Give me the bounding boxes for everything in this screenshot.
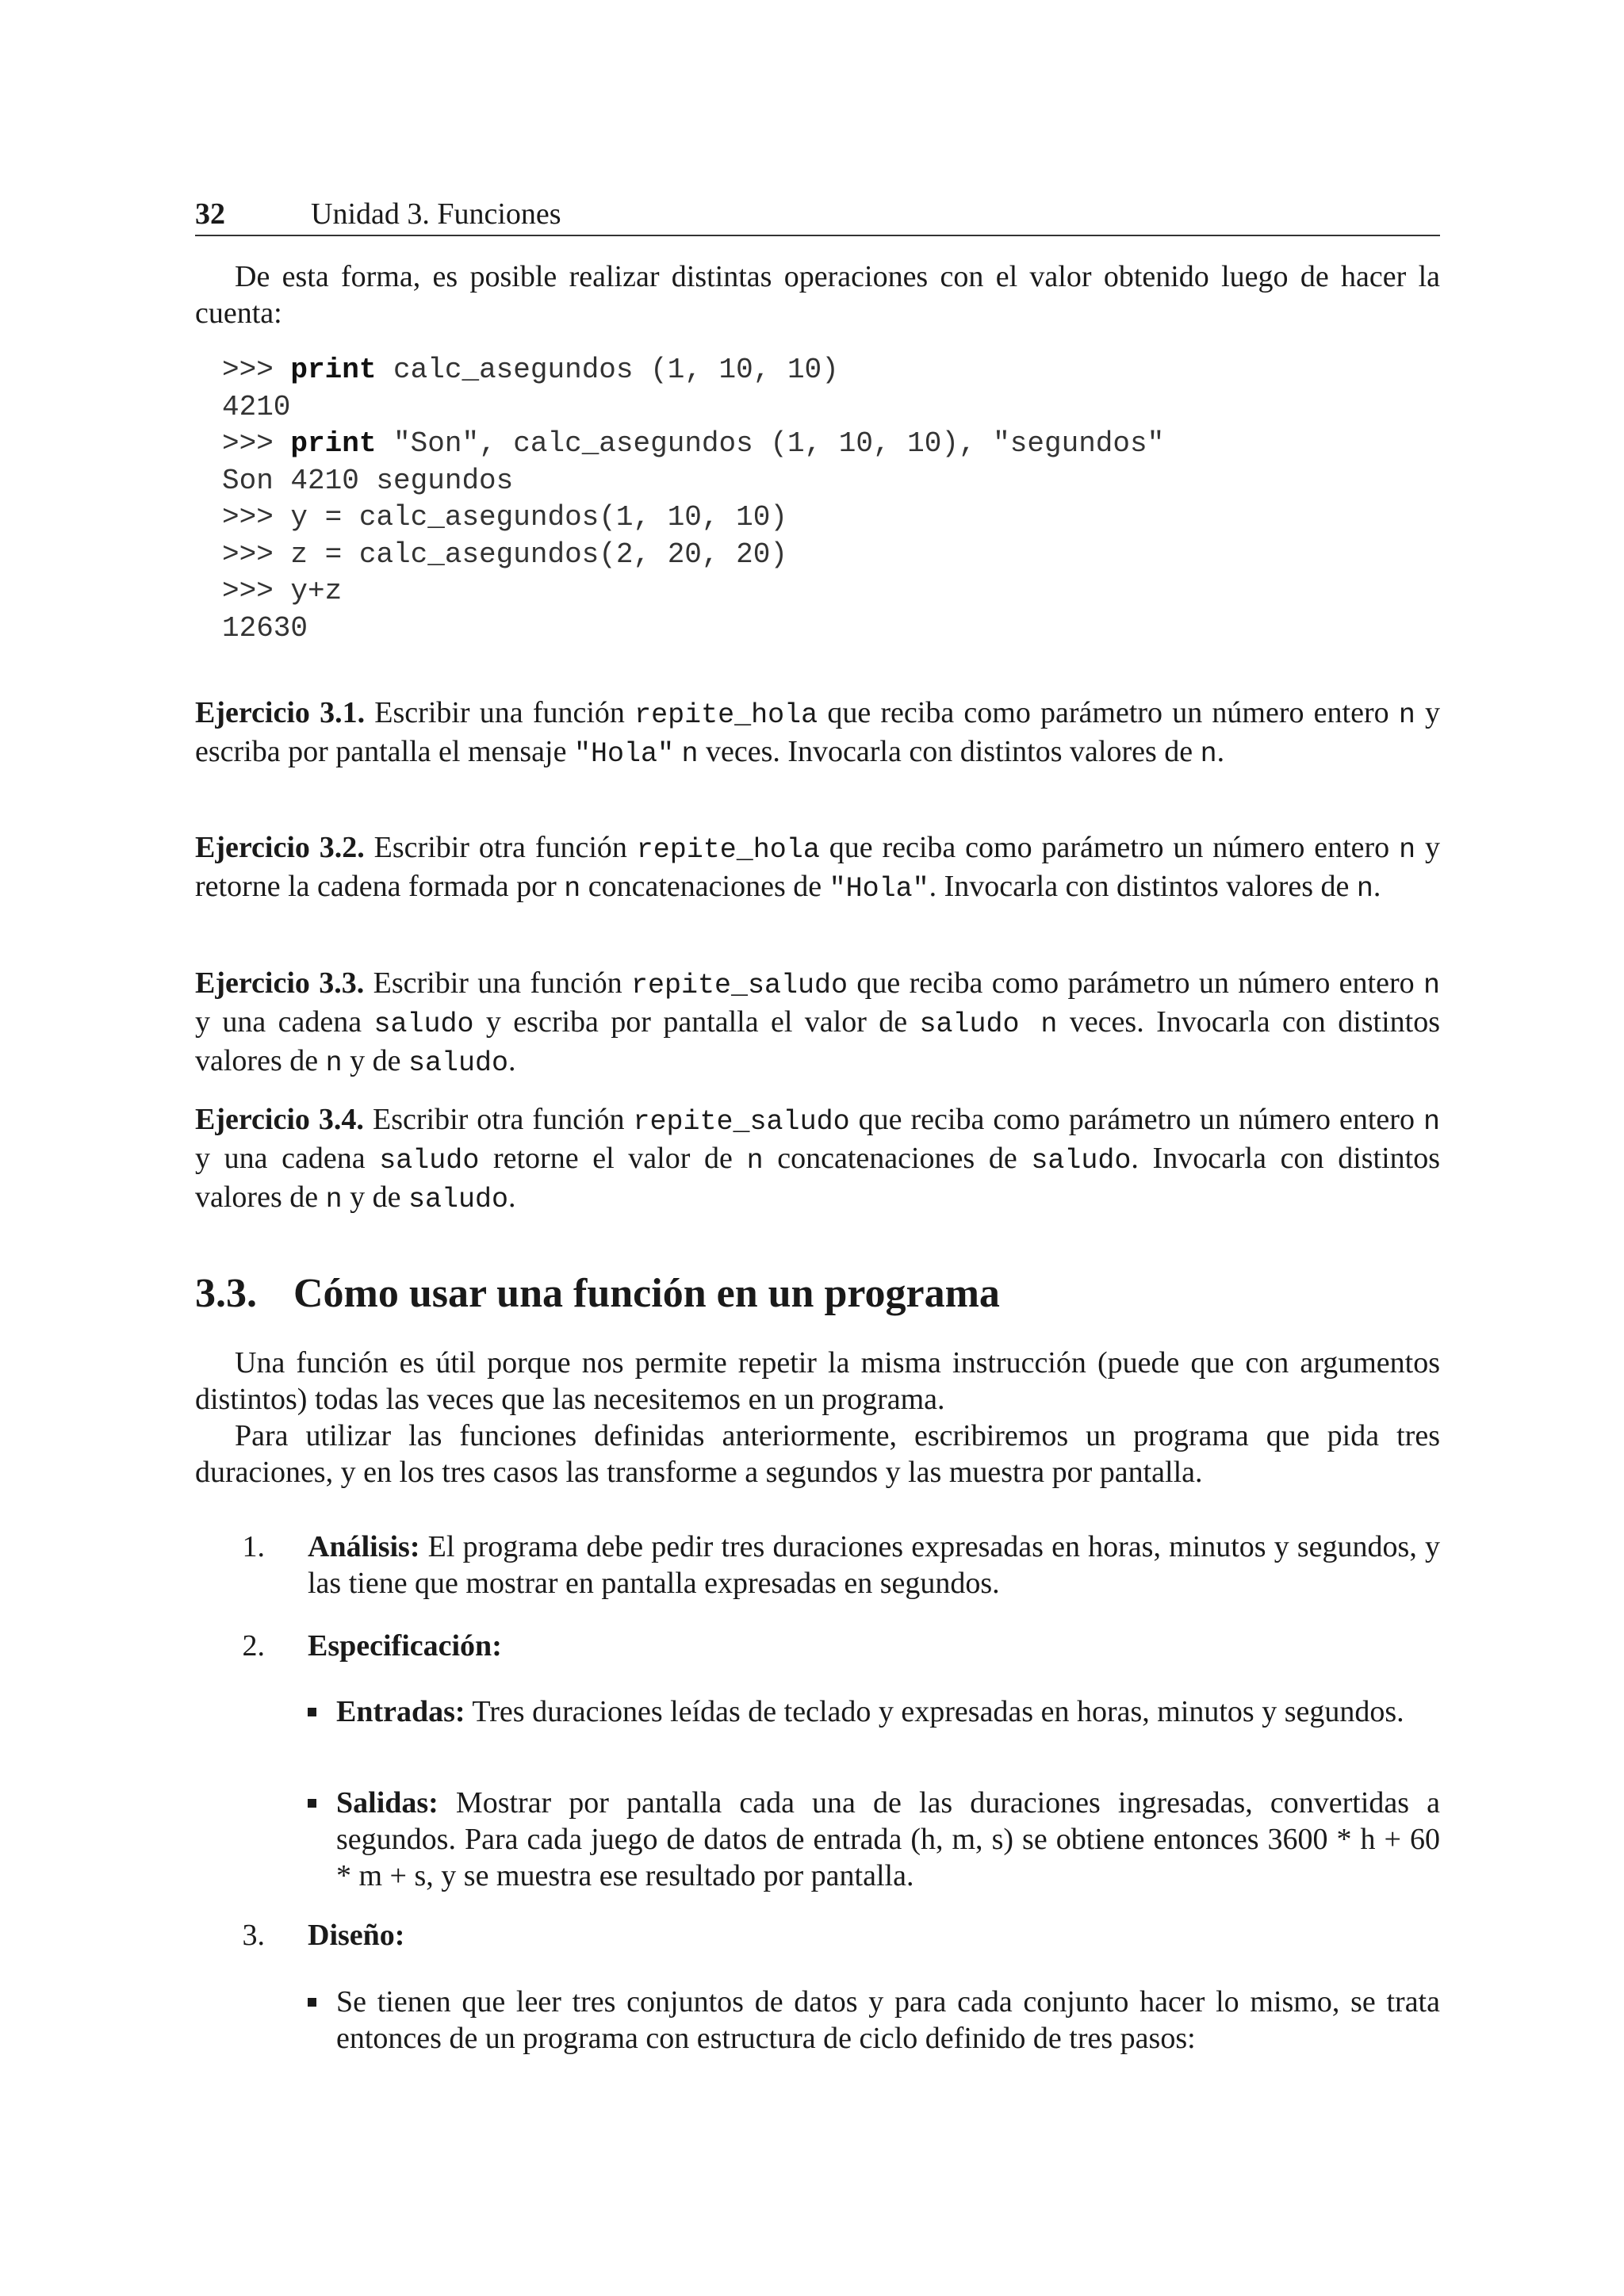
bullet-entradas: Entradas: Tres duraciones leídas de teclado y expresadas en horas, minutos y segundos. [308,1693,1440,1730]
code-line: Son 4210 segundos [222,464,514,497]
intro-paragraph: De esta forma, es posible realizar distintas operaciones con el valor obtenido luego de hacer la cuenta: [195,260,1440,330]
exercise-3-1: Ejercicio 3.1. Escribir una función repite_hola que reciba como parámetro un número entero n y escriba por pantalla el mensaje "Hola" n veces. Invocarla con distintos valores de n. [195,696,1441,770]
section-heading [195,1269,1440,1319]
code-listing [222,352,1411,647]
code-line: 12630 [222,611,308,645]
section-title-text: Cómo usar una función en un programa [293,1271,1000,1316]
bullet-salidas: Salidas: Mostrar por pantalla cada una de las duraciones ingresadas, convertidas a segundos. Para cada juego de datos de entrada (h, m, s) se obtiene entonces 3600 * h + 60 * m + s, y se muestra ese resultado por pantalla. [308,1785,1440,1894]
list-item-analisis: 1. Análisis: El programa debe pedir tres duraciones expresadas en horas, minutos y segundos, y las tiene que mostrar en pantalla expresadas en segundos. [242,1530,1440,1600]
bullet-square-icon [308,1998,316,2007]
bullet-diseno: Se tienen que leer tres conjuntos de datos y para cada conjunto hacer lo mismo, se trata entonces de un programa con estructura de ciclo definido de tres pasos: [308,1984,1440,2057]
body-paragraph: Para utilizar las funciones definidas anteriormente, escribiremos un programa que pida tres duraciones, y en los tres casos las transforme a segundos y las muestra por pantalla. [195,1419,1440,1489]
section-number: 3.3. [195,1271,257,1316]
section-body [195,1345,1440,1490]
exercise-3-2: Ejercicio 3.2. Escribir otra función repite_hola que reciba como parámetro un número entero n y retorne la cadena formada por n concatenaciones de "Hola". Invocarla con distintos valores de n. [195,831,1440,905]
code-line: >>> print calc_asegundos (1, 10, 10) [222,354,839,386]
running-header [195,193,1440,236]
exercise-3-3: Ejercicio 3.3. Escribir una función repite_saludo que reciba como parámetro un número entero n y una cadena saludo y escriba por pantalla el valor de saludo n veces. Invocarla con distintos valores de n y de saludo. [195,966,1441,1079]
code-line: >>> z = calc_asegundos(2, 20, 20) [222,538,787,571]
bullet-square-icon [308,1708,316,1716]
chapter-title: Unidad 3. Funciones [311,197,561,231]
bullet-square-icon [308,1799,316,1808]
body-paragraph: Una función es útil porque nos permite repetir la misma instrucción (puede que con argumentos distintos) todas las veces que las necesitemos en un programa. [195,1346,1440,1416]
code-line: >>> y = calc_asegundos(1, 10, 10) [222,501,787,534]
code-line: >>> print "Son", calc_asegundos (1, 10, 10), "segundos" [222,427,1165,460]
code-line: >>> y+z [222,575,343,607]
list-item-diseno: 3. Diseño: [242,1919,405,1952]
exercise-3-4: Ejercicio 3.4. Escribir otra función repite_saludo que reciba como parámetro un número entero n y una cadena saludo retorne el valor de n concatenaciones de saludo. Invocarla con distintos valores de n y de saludo. [195,1103,1440,1215]
code-line: 4210 [222,390,291,423]
list-item-especificacion: 2. Especificación: [242,1629,502,1663]
page-number: 32 [195,197,225,231]
